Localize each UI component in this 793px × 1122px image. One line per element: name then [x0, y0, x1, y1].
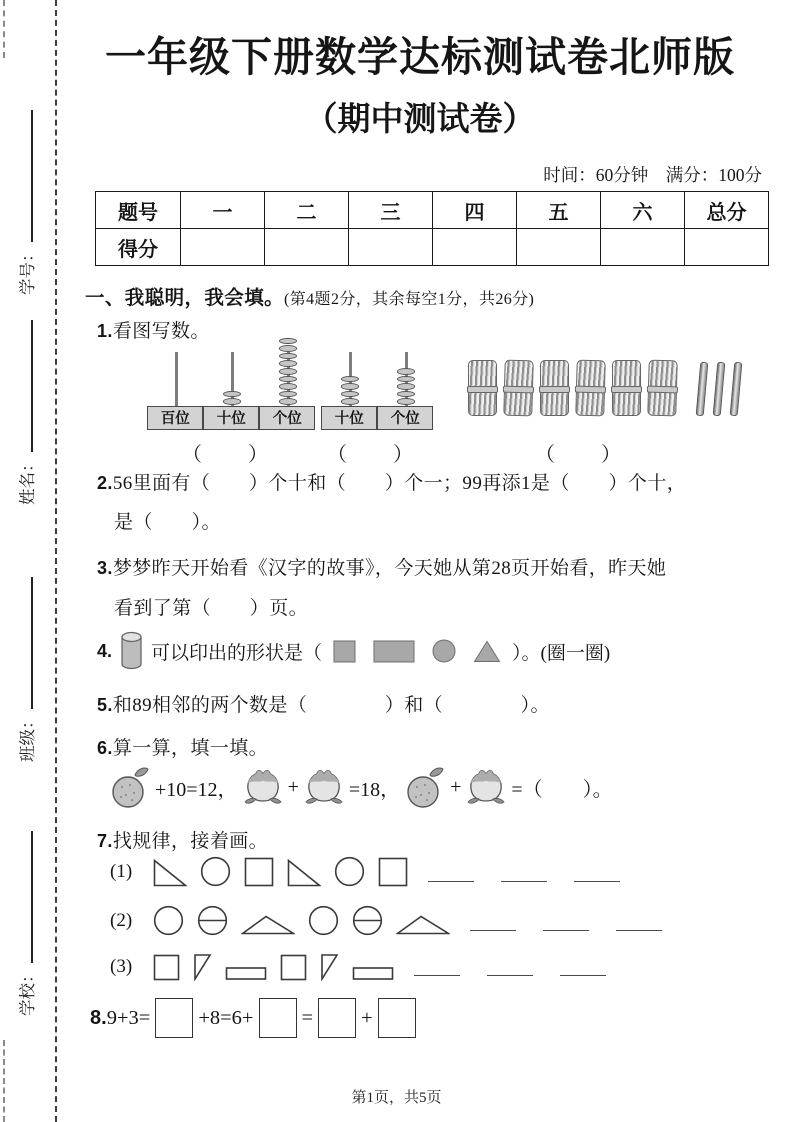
sidebar-field-student-id — [14, 111, 38, 296]
answer-blank[interactable]: （ ） — [535, 444, 623, 466]
square-sm-icon — [280, 954, 307, 981]
answer-blank-line[interactable] — [470, 930, 516, 931]
edge-dash-line-bottom — [3, 1040, 5, 1122]
equation-answer-blank[interactable]: =（ ）。 — [511, 778, 613, 801]
section-note: (第4题2分，其余每空1分，共26分) — [284, 291, 535, 308]
score-cell[interactable] — [349, 229, 433, 266]
pear-icon — [405, 765, 445, 809]
tri-narrow-icon — [320, 953, 339, 981]
abacus-column — [378, 352, 434, 430]
answer-box[interactable] — [155, 998, 193, 1038]
question-5 — [97, 690, 550, 717]
question-8-number: 8. — [90, 1006, 107, 1029]
student-id-blank[interactable] — [16, 111, 33, 243]
peach-icon — [243, 768, 283, 806]
question-2-line1 — [97, 468, 686, 495]
answer-box[interactable] — [378, 998, 416, 1038]
answer-blank-line[interactable] — [574, 881, 620, 882]
abacus-bead — [341, 383, 359, 390]
triangle-fill-icon — [473, 640, 501, 663]
class-blank[interactable] — [16, 578, 33, 710]
question-1-text — [97, 316, 210, 343]
square-icon — [244, 857, 274, 887]
score-cell[interactable] — [601, 229, 685, 266]
circle-lined-icon — [197, 905, 228, 936]
class-label: 班级： — [18, 712, 37, 762]
stick-bundle-of-ten — [468, 360, 497, 416]
abacus-bead — [279, 345, 297, 352]
score-table-header-row — [96, 192, 769, 229]
square-sm-icon — [153, 954, 180, 981]
score-cell[interactable] — [265, 229, 349, 266]
row-1-label: (1) — [110, 860, 133, 882]
place-value-label: 十位 — [203, 406, 259, 430]
score-cell[interactable] — [181, 229, 265, 266]
circle-icon — [308, 905, 339, 936]
stick-bundle-of-ten — [503, 360, 533, 417]
question-7-number: 7. — [97, 831, 113, 851]
circle-lined-icon — [352, 905, 383, 936]
section-title: 一、我聪明，我会填。 — [85, 288, 285, 309]
question-3-number: 3. — [97, 558, 113, 578]
rect-flat-icon — [352, 966, 394, 981]
question-5-number: 5. — [97, 695, 113, 715]
equation-text: = — [301, 1006, 314, 1029]
stick-bundle-of-ten — [647, 360, 677, 417]
score-label: 得分 — [96, 229, 181, 266]
single-stick — [696, 362, 709, 416]
sidebar-field-name — [14, 321, 38, 506]
answer-blank-line[interactable] — [487, 975, 533, 976]
place-value-label: 个位 — [377, 406, 433, 430]
school-label: 学校： — [18, 966, 37, 1016]
abacus-bead — [279, 376, 297, 383]
rect-fill-icon — [373, 640, 415, 663]
score-table — [95, 191, 769, 266]
peach-icon — [304, 768, 344, 806]
question-3-line1 — [97, 553, 666, 580]
abacus-bead — [397, 398, 415, 405]
equation-text: + — [287, 775, 299, 798]
section-heading — [85, 282, 534, 310]
edge-dash-line-top — [3, 0, 5, 58]
score-table-header: 二 — [265, 192, 349, 229]
score-table-header: 六 — [601, 192, 685, 229]
question-5-text: 和89相邻的两个数是（ ）和（ ）。 — [112, 695, 550, 716]
question-3-line2: 看到了第（ ）页。 — [114, 598, 309, 619]
sidebar-field-class — [14, 578, 38, 763]
score-table-header: 题号 — [96, 192, 181, 229]
name-blank[interactable] — [16, 321, 33, 453]
place-value-label: 个位 — [259, 406, 315, 430]
score-table-score-row — [96, 229, 769, 266]
question-1-label: 看图写数。 — [112, 321, 210, 342]
tri-right-icon — [153, 859, 187, 887]
answer-blank-line[interactable] — [414, 975, 460, 976]
abacus-tens-ones — [322, 352, 434, 430]
abacus-column — [322, 352, 378, 430]
counting-sticks-figure — [468, 360, 740, 416]
question-6-equation — [110, 765, 613, 809]
dashed-cut-line — [55, 0, 57, 1122]
tri-flat-icon — [396, 914, 450, 936]
student-id-label: 学号： — [18, 245, 37, 295]
question-6-label: 算一算，填一填。 — [112, 738, 269, 759]
question-1-number: 1. — [97, 321, 113, 341]
question-7-label: 找规律，接着画。 — [112, 831, 269, 852]
abacus-bead — [397, 391, 415, 398]
place-value-label: 百位 — [147, 406, 203, 430]
school-blank[interactable] — [16, 832, 33, 964]
question-2-number: 2. — [97, 473, 113, 493]
abacus-column — [148, 352, 204, 430]
question-4-number: 4. — [97, 640, 113, 661]
answer-blank-line[interactable] — [616, 930, 662, 931]
equation-text: 9+3= — [106, 1006, 151, 1029]
abacus-bead — [397, 368, 415, 375]
square-icon — [378, 857, 408, 887]
question-4-shape-options[interactable] — [333, 639, 501, 663]
score-cell[interactable] — [433, 229, 517, 266]
answer-blank[interactable]: （ ） — [182, 444, 270, 466]
question-6-text — [97, 733, 268, 760]
equation-text: + — [361, 1006, 373, 1029]
circle-fill-icon — [432, 639, 456, 663]
abacus-bead — [279, 360, 297, 367]
page-subtitle: （期中测试卷） — [304, 102, 536, 138]
pear-icon — [110, 765, 150, 809]
stick-bundle-of-ten — [575, 360, 605, 417]
stick-bundle-of-ten — [540, 360, 569, 416]
abacus-bead — [279, 338, 297, 345]
abacus-bead — [223, 398, 241, 405]
page-title: 一年级下册数学达标测试卷北师版 — [105, 34, 735, 80]
answer-box[interactable] — [259, 998, 297, 1038]
circle-icon — [200, 856, 231, 887]
question-7-text — [97, 826, 268, 853]
question-4-text: 可以印出的形状是（ — [151, 642, 323, 664]
abacus-rod — [175, 352, 178, 406]
question-4 — [97, 630, 610, 672]
tri-right-icon — [287, 859, 321, 887]
row-2-label: (2) — [110, 909, 133, 931]
score-table-header: 总分 — [685, 192, 769, 229]
circle-icon — [334, 856, 365, 887]
score-cell[interactable] — [517, 229, 601, 266]
abacus-bead — [279, 368, 297, 375]
abacus-bead — [279, 398, 297, 405]
abacus-bead — [279, 383, 297, 390]
answer-blank[interactable]: （ ） — [327, 444, 415, 466]
question-6-number: 6. — [97, 738, 113, 758]
equation-text: +10=12， — [155, 778, 238, 801]
row-3-label: (3) — [110, 956, 133, 977]
answer-box[interactable] — [318, 998, 356, 1038]
question-7-row-2 — [110, 905, 669, 936]
tri-flat-icon — [241, 914, 295, 936]
abacus-bead — [279, 353, 297, 360]
abacus-bead — [223, 391, 241, 398]
stick-bundle-of-ten — [612, 360, 641, 416]
score-table-header: 一 — [181, 192, 265, 229]
score-table-header: 四 — [433, 192, 517, 229]
single-stick — [713, 362, 726, 416]
question-7-row-1 — [110, 856, 627, 887]
place-value-label: 十位 — [321, 406, 377, 430]
square-fill-icon — [333, 640, 356, 663]
abacus-column — [204, 352, 260, 430]
exam-info: 时间：60分钟 满分：100分 — [543, 165, 762, 185]
question-3-text: 梦梦昨天开始看《汉字的故事》，今天她从第28页开始看，昨天她 — [112, 558, 667, 579]
cylinder-icon — [119, 630, 144, 672]
abacus-bead — [397, 383, 415, 390]
equation-text: =18， — [348, 778, 401, 801]
abacus-column — [260, 352, 316, 430]
abacus-bead — [341, 398, 359, 405]
abacus-bead — [341, 376, 359, 383]
rect-flat-icon — [225, 966, 267, 981]
abacus-bead — [397, 376, 415, 383]
peach-icon — [466, 768, 506, 806]
answer-blank-line[interactable] — [543, 930, 589, 931]
question-7-row-3 — [110, 953, 613, 981]
answer-blank-line[interactable] — [428, 881, 474, 882]
name-label: 姓名： — [18, 455, 37, 505]
answer-blank-line[interactable] — [501, 881, 547, 882]
question-2-text: 56里面有（ ）个十和（ ）个一；99再添1是（ ）个十， — [112, 473, 687, 494]
sidebar-field-school — [14, 832, 38, 1017]
abacus-bead — [341, 391, 359, 398]
circle-icon — [153, 905, 184, 936]
tri-narrow-icon — [193, 953, 212, 981]
equation-text: + — [450, 775, 462, 798]
equation-text: +8=6+ — [198, 1006, 254, 1029]
score-cell[interactable] — [685, 229, 769, 266]
page-number-indicator: 第1页，共5页 — [351, 1090, 442, 1106]
question-2-line2: 是（ ）。 — [114, 512, 221, 533]
abacus-bead — [279, 391, 297, 398]
abacus-hundreds-tens-ones — [148, 352, 316, 430]
question-8 — [90, 998, 421, 1038]
score-table-header: 三 — [349, 192, 433, 229]
score-table-header: 五 — [517, 192, 601, 229]
answer-blank-line[interactable] — [560, 975, 606, 976]
single-stick — [730, 362, 743, 416]
question-4-suffix: ）。(圈一圈) — [512, 642, 611, 664]
